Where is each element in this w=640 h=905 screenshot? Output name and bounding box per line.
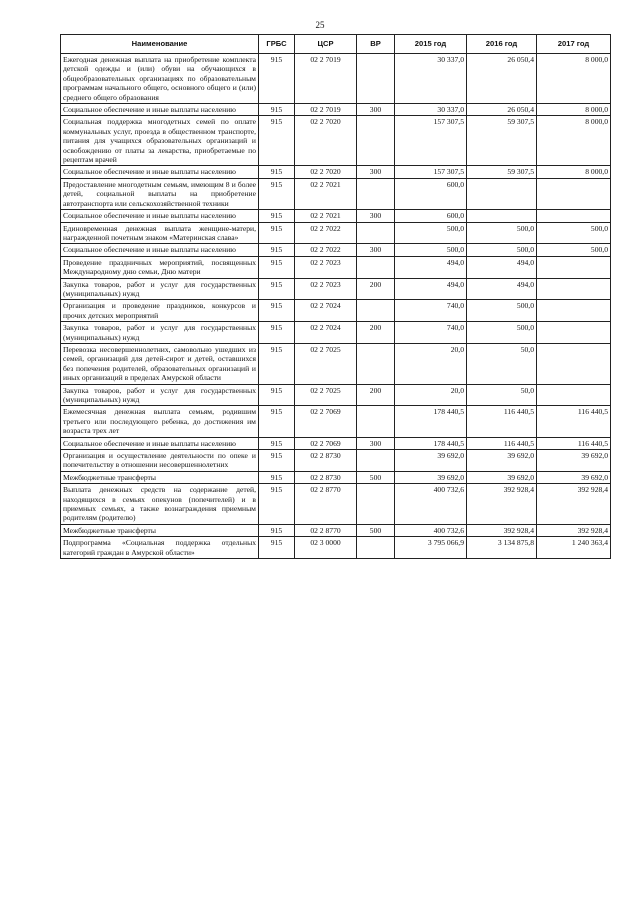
cell-2017: 8 000,0 [537, 54, 611, 104]
cell-grbs: 915 [259, 244, 295, 256]
cell-2015: 500,0 [395, 222, 467, 244]
table-row [61, 322, 611, 344]
cell-2017: 39 692,0 [537, 471, 611, 483]
cell-grbs: 915 [259, 406, 295, 437]
cell-grbs: 915 [259, 343, 295, 384]
cell-name: Закупка товаров, работ и услуг для государственных (муниципальных) нужд [61, 384, 259, 406]
cell-csr: 02 2 7025 [295, 343, 357, 384]
cell-2016: 500,0 [467, 322, 537, 344]
cell-vr: 300 [357, 166, 395, 178]
cell-2016: 39 692,0 [467, 471, 537, 483]
cell-vr: 500 [357, 471, 395, 483]
header-vr: ВР [357, 35, 395, 54]
cell-csr: 02 2 7021 [295, 178, 357, 209]
cell-2016: 3 134 875,8 [467, 537, 537, 559]
cell-name: Проведение праздничных мероприятий, посвященных Международному дню семьи, Дню матери [61, 256, 259, 278]
cell-name: Межбюджетные трансферты [61, 471, 259, 483]
cell-csr: 02 2 7023 [295, 278, 357, 300]
table-row [61, 537, 611, 559]
cell-csr: 02 2 8770 [295, 524, 357, 536]
cell-2015: 400 732,6 [395, 524, 467, 536]
cell-2016: 494,0 [467, 256, 537, 278]
budget-table [60, 34, 611, 559]
table-row [61, 406, 611, 437]
cell-vr [357, 343, 395, 384]
cell-2016: 59 307,5 [467, 166, 537, 178]
table-row [61, 222, 611, 244]
cell-2017: 8 000,0 [537, 116, 611, 166]
cell-csr: 02 2 7024 [295, 300, 357, 322]
cell-2015: 600,0 [395, 178, 467, 209]
table-row [61, 244, 611, 256]
cell-name: Социальная поддержка многодетных семей по оплате коммунальных услуг, проезда в общественном транспорте, питания для учащихся образовательных организаций и освобождению от платы за лекарства, приобретаемые по рецептам врачей [61, 116, 259, 166]
cell-csr: 02 2 7069 [295, 406, 357, 437]
cell-name: Закупка товаров, работ и услуг для государственных (муниципальных) нужд [61, 278, 259, 300]
cell-csr: 02 2 8730 [295, 450, 357, 472]
table-row [61, 300, 611, 322]
cell-vr [357, 406, 395, 437]
cell-2015: 600,0 [395, 210, 467, 222]
cell-csr: 02 2 8730 [295, 471, 357, 483]
header-grbs: ГРБС [259, 35, 295, 54]
cell-vr: 300 [357, 210, 395, 222]
cell-2016: 116 440,5 [467, 437, 537, 449]
header-name: Наименование [61, 35, 259, 54]
cell-grbs: 915 [259, 116, 295, 166]
table-row [61, 450, 611, 472]
cell-grbs: 915 [259, 524, 295, 536]
cell-name: Ежемесячная денежная выплата семьям, родившим третьего или последующего ребенка, до достижения им возраста трех лет [61, 406, 259, 437]
cell-2015: 157 307,5 [395, 166, 467, 178]
cell-grbs: 915 [259, 104, 295, 116]
cell-vr: 300 [357, 437, 395, 449]
cell-2017: 39 692,0 [537, 450, 611, 472]
cell-csr: 02 2 7020 [295, 116, 357, 166]
cell-2017: 500,0 [537, 222, 611, 244]
cell-name: Подпрограмма «Социальная поддержка отдельных категорий граждан в Амурской области» [61, 537, 259, 559]
header-csr: ЦСР [295, 35, 357, 54]
cell-2017: 116 440,5 [537, 406, 611, 437]
cell-grbs: 915 [259, 256, 295, 278]
cell-name: Предоставление многодетным семьям, имеющим 8 и более детей, социальной выплаты на приобретение автотранспорта или сельскохозяйственной техники [61, 178, 259, 209]
table-row [61, 437, 611, 449]
cell-name: Перевозка несовершеннолетних, самовольно ушедших из семей, организаций для детей-сирот и детей, оставшихся без попечения родителей, образовательных организаций и иных организаций в пределах Амурской области [61, 343, 259, 384]
cell-2016: 500,0 [467, 244, 537, 256]
table-body [61, 54, 611, 559]
cell-name: Закупка товаров, работ и услуг для государственных (муниципальных) нужд [61, 322, 259, 344]
cell-csr: 02 2 7025 [295, 384, 357, 406]
cell-2017: 8 000,0 [537, 166, 611, 178]
cell-2017: 116 440,5 [537, 437, 611, 449]
cell-vr [357, 222, 395, 244]
cell-2016: 50,0 [467, 343, 537, 384]
cell-2017: 8 000,0 [537, 104, 611, 116]
cell-name: Организация и проведение праздников, конкурсов и прочих детских мероприятий [61, 300, 259, 322]
cell-2017: 392 928,4 [537, 484, 611, 525]
table-row [61, 524, 611, 536]
cell-csr: 02 2 7019 [295, 54, 357, 104]
cell-grbs: 915 [259, 537, 295, 559]
cell-2017 [537, 256, 611, 278]
cell-grbs: 915 [259, 322, 295, 344]
cell-vr [357, 300, 395, 322]
cell-grbs: 915 [259, 471, 295, 483]
cell-grbs: 915 [259, 278, 295, 300]
cell-name: Межбюджетные трансферты [61, 524, 259, 536]
cell-vr: 300 [357, 104, 395, 116]
cell-vr [357, 54, 395, 104]
cell-grbs: 915 [259, 384, 295, 406]
cell-vr [357, 116, 395, 166]
cell-2016: 392 928,4 [467, 484, 537, 525]
cell-2016: 50,0 [467, 384, 537, 406]
cell-vr [357, 537, 395, 559]
header-2017: 2017 год [537, 35, 611, 54]
cell-2015: 39 692,0 [395, 471, 467, 483]
cell-2016: 39 692,0 [467, 450, 537, 472]
cell-2015: 400 732,6 [395, 484, 467, 525]
cell-grbs: 915 [259, 210, 295, 222]
table-row [61, 484, 611, 525]
cell-2015: 740,0 [395, 300, 467, 322]
cell-name: Выплата денежных средств на содержание детей, находящихся в семьях опекунов (попечителей) и в приемных семьях, а также вознаграждения приемным родителям (родителю) [61, 484, 259, 525]
cell-grbs: 915 [259, 178, 295, 209]
cell-2015: 494,0 [395, 256, 467, 278]
cell-2017 [537, 300, 611, 322]
table-row [61, 256, 611, 278]
cell-vr: 300 [357, 244, 395, 256]
cell-name: Единовременная денежная выплата женщине-матери, награжденной почетным знаком «Материнская слава» [61, 222, 259, 244]
table-row [61, 278, 611, 300]
cell-2015: 178 440,5 [395, 406, 467, 437]
page-number: 25 [315, 20, 325, 30]
cell-name: Социальное обеспечение и иные выплаты населению [61, 104, 259, 116]
cell-name: Организация и осуществление деятельности по опеке и попечительству в отношении несовершеннолетних [61, 450, 259, 472]
header-2015: 2015 год [395, 35, 467, 54]
cell-vr: 200 [357, 322, 395, 344]
table-row [61, 210, 611, 222]
cell-2016 [467, 178, 537, 209]
cell-2015: 20,0 [395, 343, 467, 384]
cell-csr: 02 2 7021 [295, 210, 357, 222]
cell-grbs: 915 [259, 166, 295, 178]
cell-name: Ежегодная денежная выплата на приобретение комплекта детской одежды и (или) обуви на обучающихся в общеобразовательных организациях по образовательным программам начального общего, основного общего и (или) среднего общего образования [61, 54, 259, 104]
cell-name: Социальное обеспечение и иные выплаты населению [61, 210, 259, 222]
cell-2017 [537, 178, 611, 209]
table-row [61, 471, 611, 483]
cell-2015: 39 692,0 [395, 450, 467, 472]
cell-csr: 02 2 7024 [295, 322, 357, 344]
cell-2015: 20,0 [395, 384, 467, 406]
cell-grbs: 915 [259, 54, 295, 104]
cell-2017 [537, 278, 611, 300]
cell-2017 [537, 384, 611, 406]
table-header-row [61, 35, 611, 54]
cell-2016: 59 307,5 [467, 116, 537, 166]
cell-2016: 116 440,5 [467, 406, 537, 437]
table-row [61, 166, 611, 178]
cell-2017: 500,0 [537, 244, 611, 256]
cell-2017 [537, 210, 611, 222]
cell-vr: 500 [357, 524, 395, 536]
cell-grbs: 915 [259, 450, 295, 472]
cell-2017: 392 928,4 [537, 524, 611, 536]
cell-csr: 02 2 7022 [295, 222, 357, 244]
cell-2016: 26 050,4 [467, 104, 537, 116]
cell-csr: 02 2 7023 [295, 256, 357, 278]
cell-grbs: 915 [259, 437, 295, 449]
cell-vr [357, 484, 395, 525]
cell-2017: 1 240 363,4 [537, 537, 611, 559]
cell-vr [357, 256, 395, 278]
table-row [61, 343, 611, 384]
cell-vr [357, 178, 395, 209]
cell-grbs: 915 [259, 300, 295, 322]
cell-2015: 494,0 [395, 278, 467, 300]
cell-2017 [537, 343, 611, 384]
cell-vr: 200 [357, 278, 395, 300]
cell-csr: 02 2 7019 [295, 104, 357, 116]
cell-name: Социальное обеспечение и иные выплаты населению [61, 166, 259, 178]
table-row [61, 384, 611, 406]
table-row [61, 54, 611, 104]
cell-2015: 740,0 [395, 322, 467, 344]
cell-grbs: 915 [259, 484, 295, 525]
cell-2015: 30 337,0 [395, 54, 467, 104]
cell-2016: 500,0 [467, 222, 537, 244]
cell-2015: 157 307,5 [395, 116, 467, 166]
cell-2015: 3 795 066,9 [395, 537, 467, 559]
cell-2015: 30 337,0 [395, 104, 467, 116]
cell-name: Социальное обеспечение и иные выплаты населению [61, 244, 259, 256]
cell-2015: 178 440,5 [395, 437, 467, 449]
cell-2017 [537, 322, 611, 344]
table-row [61, 116, 611, 166]
table-row [61, 178, 611, 209]
cell-csr: 02 2 7022 [295, 244, 357, 256]
cell-grbs: 915 [259, 222, 295, 244]
cell-csr: 02 2 8770 [295, 484, 357, 525]
cell-csr: 02 2 7069 [295, 437, 357, 449]
cell-2016 [467, 210, 537, 222]
cell-vr [357, 450, 395, 472]
cell-2016: 494,0 [467, 278, 537, 300]
cell-name: Социальное обеспечение и иные выплаты населению [61, 437, 259, 449]
table-row [61, 104, 611, 116]
cell-2016: 392 928,4 [467, 524, 537, 536]
cell-2016: 500,0 [467, 300, 537, 322]
cell-2016: 26 050,4 [467, 54, 537, 104]
cell-csr: 02 3 0000 [295, 537, 357, 559]
cell-csr: 02 2 7020 [295, 166, 357, 178]
cell-vr: 200 [357, 384, 395, 406]
header-2016: 2016 год [467, 35, 537, 54]
cell-2015: 500,0 [395, 244, 467, 256]
